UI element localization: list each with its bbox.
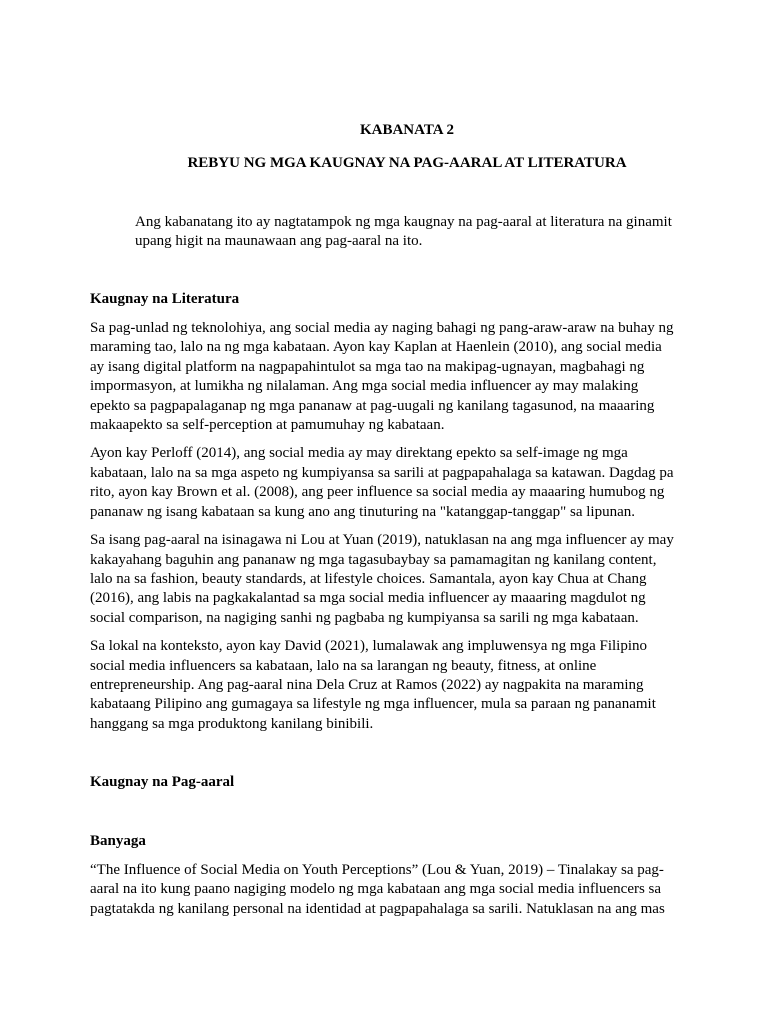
- chapter-title: REBYU NG MGA KAUGNAY NA PAG-AARAL AT LITERATURA: [187, 155, 627, 172]
- literature-paragraph-3: [90, 531, 690, 628]
- document-page: [90, 121, 690, 919]
- intro-paragraph: [90, 213, 690, 252]
- text-line: hanggang sa mga produktong kanilang binibili.: [90, 715, 374, 732]
- text-line: kabataang Pilipino ang gumagaya sa lifestyle ng mga influencer, mula sa paraan ng pananamit: [90, 696, 656, 713]
- text-line: lalo na sa fashion, beauty standards, at lifestyle choices. Samantala, ayon kay Chua at Chang: [90, 570, 647, 587]
- text-line: pagtatakda ng kanilang personal na identidad at pagpapahalaga sa sarili. Natuklasan na ang mas: [90, 900, 665, 917]
- text-line: kakayahang baguhin ang pananaw ng mga tagasubaybay sa pamamagitan ng kanilang content,: [90, 551, 657, 568]
- chapter-number: KABANATA 2: [359, 122, 455, 138]
- foreign-study-paragraph-1: [90, 861, 690, 919]
- text-line: kabataan, lalo na sa mga aspeto ng kumpiyansa sa sarili at pagpapahalaga sa katawan. Dagdag pa: [90, 464, 674, 481]
- text-line: Ayon kay Perloff (2014), ang social media ay may direktang epekto sa self-image ng mga: [90, 445, 628, 462]
- heading-kaugnay-na-literatura: Kaugnay na Literatura: [90, 290, 240, 307]
- text-line: (2016), ang labis na pagkakalantad sa mga social media influencer ay maaaring magdulot ng: [90, 590, 646, 607]
- text-line: pananaw ng isang kabataan sa kung ano ang tinuturing na "katanggap-tanggap" sa lipunan.: [90, 503, 636, 520]
- text-line: impormasyon, at lumikha ng nilalaman. Ang mga social media influencer ay may malaking: [90, 378, 639, 395]
- text-line: Sa lokal na konteksto, ayon kay David (2021), lumalawak ang impluwensya ng mga Filipino: [90, 638, 647, 655]
- heading-banyaga: Banyaga: [90, 832, 146, 849]
- literature-paragraph-4: [90, 637, 690, 734]
- text-line: aaral na ito kung paano nagiging modelo ng mga kabataan ang mga social media influencers sa: [90, 881, 662, 898]
- text-line: “The Influence of Social Media on Youth Perceptions” (Lou & Yuan, 2019) – Tinalakay sa pag-: [90, 861, 664, 878]
- text-line: maraming tao, lalo na ng mga kabataan. Ayon kay Kaplan at Haenlein (2010), ang social media: [90, 339, 662, 356]
- text-line: makaapekto sa self-perception at pamumuhay ng kabataan.: [90, 417, 445, 434]
- text-line: ay isang digital platform na nagpapahintulot sa mga tao na makipag-ugnayan, magbahagi ng: [90, 358, 645, 375]
- text-line: epekto sa pagpapalaganap ng mga pananaw at pag-uugali ng kanilang tagasunod, na maaaring: [90, 397, 655, 414]
- text-line: entrepreneurship. Ang pag-aaral nina Dela Cruz at Ramos (2022) ay nagpakita na maraming: [90, 676, 644, 693]
- literature-paragraph-1: [90, 319, 690, 435]
- text-line: Sa isang pag-aaral na isinagawa ni Lou at Yuan (2019), natuklasan na ang mga influencer ay may: [90, 532, 674, 549]
- text-line: Sa pag-unlad ng teknolohiya, ang social media ay naging bahagi ng pang-araw-araw na buhay ng: [90, 320, 674, 337]
- text-line: social media influencers sa kabataan, lalo na sa larangan ng beauty, fitness, at online: [90, 657, 597, 674]
- literature-paragraph-2: [90, 444, 690, 522]
- text-line: social comparison, na nagiging sanhi ng pagbaba ng kumpiyansa sa sarili ng mga kabataan.: [90, 609, 639, 626]
- text-line: rito, ayon kay Brown et al. (2008), ang peer influence sa social media ay maaaring humubog ng: [90, 484, 665, 501]
- intro-line: Ang kabanatang ito ay nagtatampok ng mga kaugnay na pag-aaral at literatura na ginamit: [135, 213, 672, 230]
- heading-kaugnay-na-pag-aaral: Kaugnay na Pag-aaral: [90, 774, 235, 791]
- intro-line: upang higit na maunawaan ang pag-aaral na ito.: [135, 233, 423, 250]
